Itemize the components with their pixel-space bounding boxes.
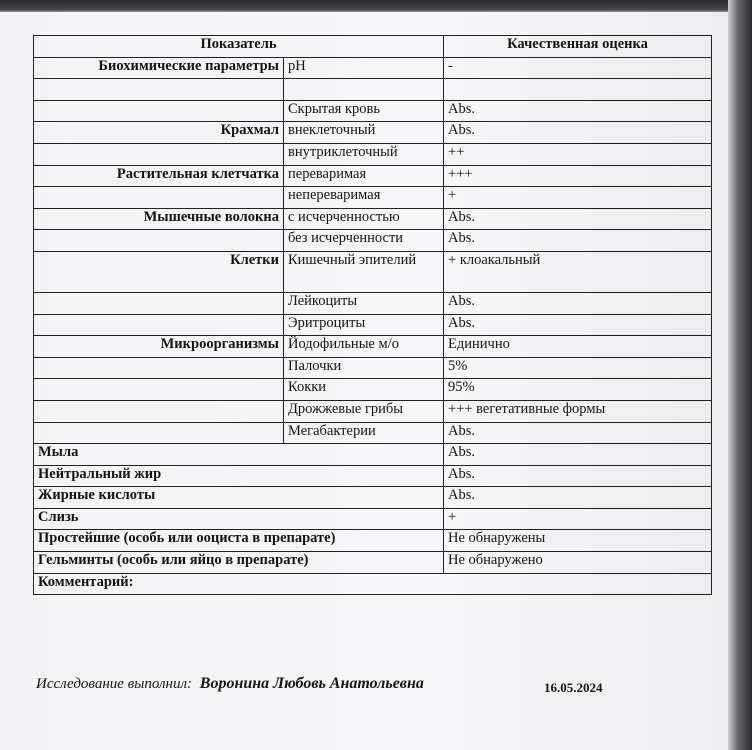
table-row	[34, 487, 712, 509]
value-helminths: Не обнаружено	[444, 552, 712, 574]
value-ph: -	[444, 57, 712, 79]
empty-cell	[34, 379, 284, 401]
comment-label: Комментарий:	[34, 573, 712, 595]
value-starch-extracellular: Abs.	[444, 122, 712, 144]
param-megabacteria: Мегабактерии	[284, 422, 444, 444]
value-muscle-striated: Abs.	[444, 208, 712, 230]
table-row	[34, 100, 712, 122]
table-row	[34, 508, 712, 530]
empty-cell	[34, 314, 284, 336]
value-rods: 5%	[444, 357, 712, 379]
category-biochem: Биохимические параметры	[34, 57, 284, 79]
value-intestinal-epithelium: + клоакальный	[444, 251, 712, 292]
table-row	[34, 230, 712, 252]
table-header-row	[34, 36, 712, 58]
value-cocci: 95%	[444, 379, 712, 401]
table-row	[34, 251, 712, 292]
table-row	[34, 552, 712, 574]
empty-cell	[34, 100, 284, 122]
value-fatty-acids: Abs.	[444, 487, 712, 509]
value-iodophilic: Единично	[444, 336, 712, 358]
performed-by-label: Исследование выполнил:	[36, 676, 193, 692]
value-erythrocytes: Abs.	[444, 314, 712, 336]
empty-cell	[34, 187, 284, 209]
empty-cell	[34, 400, 284, 422]
label-protozoa: Простейшие (особь или ооциста в препарате)	[34, 530, 444, 552]
table-row	[34, 122, 712, 144]
value-megabacteria: Abs.	[444, 422, 712, 444]
table-row-empty	[34, 79, 712, 101]
category-microorganisms: Микроорганизмы	[34, 336, 284, 358]
label-helminths: Гельминты (особь или яйцо в препарате)	[34, 552, 444, 574]
param-muscle-striated: с исчерченностью	[284, 208, 444, 230]
param-yeast: Дрожжевые грибы	[284, 400, 444, 422]
empty-cell	[34, 292, 284, 314]
value-mucus: +	[444, 508, 712, 530]
value-fiber-digestible: +++	[444, 165, 712, 187]
empty-cell	[444, 79, 712, 101]
empty-cell	[34, 357, 284, 379]
report-date: 16.05.2024	[544, 680, 603, 695]
param-intestinal-epithelium: Кишечный эпителий	[284, 251, 444, 292]
table-row	[34, 573, 712, 595]
value-leukocytes: Abs.	[444, 292, 712, 314]
category-starch: Крахмал	[34, 122, 284, 144]
table-row	[34, 143, 712, 165]
param-leukocytes: Лейкоциты	[284, 292, 444, 314]
category-fiber: Растительная клетчатка	[34, 165, 284, 187]
table-row	[34, 379, 712, 401]
empty-cell	[284, 79, 444, 101]
header-evaluation: Качественная оценка	[444, 36, 712, 58]
value-hidden-blood: Abs.	[444, 100, 712, 122]
value-neutral-fat: Abs.	[444, 465, 712, 487]
table-row	[34, 357, 712, 379]
table-row	[34, 422, 712, 444]
empty-cell	[34, 79, 284, 101]
value-fiber-indigestible: +	[444, 187, 712, 209]
label-mucus: Слизь	[34, 508, 444, 530]
report-footer	[36, 675, 676, 693]
label-neutral-fat: Нейтральный жир	[34, 465, 444, 487]
value-yeast: +++ вегетативные формы	[444, 400, 712, 422]
param-hidden-blood: Скрытая кровь	[284, 100, 444, 122]
table-row	[34, 314, 712, 336]
label-soaps: Мыла	[34, 444, 444, 466]
param-fiber-indigestible: непереваримая	[284, 187, 444, 209]
category-cells: Клетки	[34, 251, 284, 292]
value-muscle-unstriated: Abs.	[444, 230, 712, 252]
table-row	[34, 187, 712, 209]
param-ph: pH	[284, 57, 444, 79]
value-soaps: Abs.	[444, 444, 712, 466]
empty-cell	[34, 422, 284, 444]
value-protozoa: Не обнаружены	[444, 530, 712, 552]
empty-cell	[34, 230, 284, 252]
param-starch-intracellular: внутриклеточный	[284, 143, 444, 165]
label-fatty-acids: Жирные кислоты	[34, 487, 444, 509]
table-row	[34, 465, 712, 487]
category-muscle: Мышечные волокна	[34, 208, 284, 230]
table-row	[34, 292, 712, 314]
value-starch-intracellular: ++	[444, 143, 712, 165]
table-row	[34, 165, 712, 187]
table-row	[34, 336, 712, 358]
table-row	[34, 530, 712, 552]
table-row	[34, 208, 712, 230]
table-row	[34, 400, 712, 422]
header-indicator: Показатель	[34, 36, 444, 58]
table-row	[34, 57, 712, 79]
param-rods: Палочки	[284, 357, 444, 379]
param-fiber-digestible: переваримая	[284, 165, 444, 187]
param-muscle-unstriated: без исчерченности	[284, 230, 444, 252]
param-iodophilic: Йодофильные м/о	[284, 336, 444, 358]
table-surface-edge	[728, 0, 752, 750]
param-erythrocytes: Эритроциты	[284, 314, 444, 336]
param-starch-extracellular: внеклеточный	[284, 122, 444, 144]
performer-name: Воронина Любовь Анатольевна	[199, 675, 424, 692]
empty-cell	[34, 143, 284, 165]
table-row	[34, 444, 712, 466]
param-cocci: Кокки	[284, 379, 444, 401]
analysis-table	[33, 35, 712, 595]
